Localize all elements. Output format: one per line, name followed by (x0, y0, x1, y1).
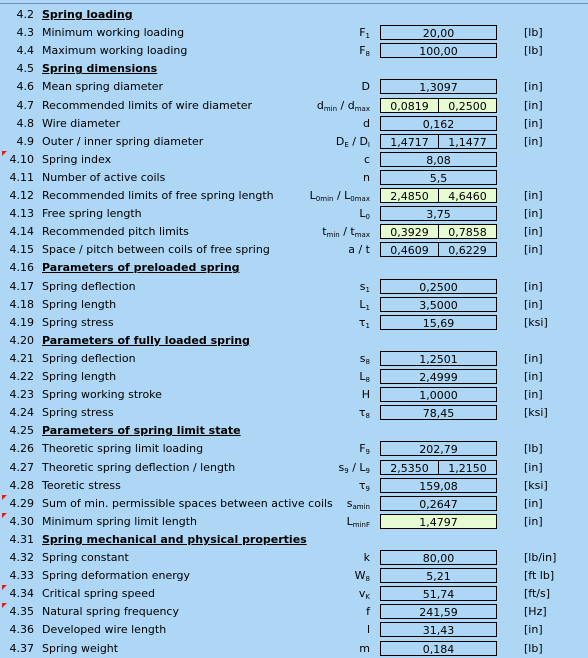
row-number: 4.17 (9, 279, 34, 293)
symbol-subscript: 8 (365, 376, 370, 384)
parameter-label: Recommended limits of wire diameter (42, 98, 253, 112)
parameter-row (0, 603, 588, 621)
value-cell[interactable]: 20,00 (380, 25, 497, 40)
unit-label: [ft/s] (524, 587, 551, 601)
row-number: 4.26 (9, 442, 34, 456)
parameter-symbol (367, 623, 370, 636)
row-number: 4.7 (16, 98, 34, 112)
symbol-main: τ (358, 406, 366, 420)
unit-label: [lb] (524, 44, 543, 58)
value-cell[interactable]: 159,08 (380, 478, 497, 493)
parameter-symbol (359, 298, 370, 312)
unit-label: [in] (524, 243, 543, 257)
parameter-symbol (339, 461, 371, 475)
symbol-main: D (361, 80, 370, 94)
symbol-main: F (359, 44, 366, 58)
parameter-symbol (359, 479, 370, 493)
row-number: 4.21 (9, 351, 34, 365)
symbol-subscript: 8 (365, 50, 370, 59)
row-number: 4.10 (9, 152, 34, 166)
symbol-subscript: 0min (315, 195, 334, 203)
parameter-symbol (322, 225, 370, 239)
unit-label: [in] (524, 370, 543, 383)
parameter-row (0, 386, 588, 404)
value-cell[interactable]: 1,4797 (380, 514, 497, 529)
parameter-label: Spring deformation energy (42, 569, 191, 583)
row-number: 4.22 (9, 370, 34, 383)
symbol-main: k (363, 551, 370, 564)
symbol-main: τ (358, 478, 366, 492)
parameter-symbol (364, 551, 370, 564)
parameter-label: Recommended limits of free spring length (42, 189, 274, 202)
parameter-row (0, 133, 588, 151)
row-number: 4.27 (9, 460, 34, 474)
symbol-subscript: E (344, 140, 349, 149)
value-cell[interactable]: 0,184 (380, 641, 497, 656)
symbol-main: d (316, 98, 324, 112)
row-number: 4.25 (9, 424, 34, 438)
parameter-symbol (360, 352, 370, 366)
parameter-symbol (362, 388, 370, 401)
value-cell[interactable]: 8,08 (380, 152, 497, 167)
row-number: 4.35 (9, 605, 34, 619)
unit-label: [lb] (524, 26, 543, 40)
section-header-row (0, 332, 588, 350)
value-cell[interactable]: 2,4999 (380, 369, 497, 384)
value-cell[interactable]: 31,43 (380, 622, 497, 637)
row-number: 4.31 (9, 532, 34, 546)
parameter-label: Developed wire length (42, 623, 167, 637)
symbol-main: τ (358, 315, 366, 329)
value-cell[interactable]: 80,00 (380, 550, 497, 565)
row-number: 4.14 (9, 225, 34, 239)
parameter-row (0, 350, 588, 368)
parameter-symbol (359, 26, 370, 40)
section-title: Parameters of spring limit state (42, 424, 241, 438)
symbol-second: / L (333, 189, 351, 202)
parameter-symbol (359, 406, 370, 420)
section-title: Spring mechanical and physical properties (42, 532, 307, 546)
unit-label: [in] (524, 351, 543, 365)
symbol-main: d (363, 116, 370, 130)
unit-label: [in] (524, 460, 543, 474)
parameter-label: Free spring length (42, 207, 142, 221)
row-number: 4.30 (9, 514, 34, 528)
value-cell-right[interactable]: 0,7858 (438, 224, 497, 239)
parameter-label: Spring working stroke (42, 388, 162, 402)
value-cell-right[interactable]: 1,2150 (438, 460, 497, 475)
symbol-subscript: 8 (365, 575, 370, 584)
parameter-symbol (359, 44, 370, 58)
value-cell[interactable]: 3,75 (380, 206, 497, 221)
symbol-main: n (363, 170, 370, 184)
row-number: 4.24 (9, 406, 34, 420)
value-cell-left[interactable]: 2,4850 (380, 188, 439, 203)
row-number: 4.33 (9, 569, 34, 583)
row-number: 4.32 (9, 551, 34, 564)
unit-label: [in] (524, 279, 543, 293)
symbol-subscript: 9 (365, 484, 370, 493)
parameter-label: Natural spring frequency (42, 605, 179, 619)
unit-label: [in] (524, 297, 543, 311)
parameter-symbol (360, 280, 370, 294)
symbol-subscript: 9 (365, 448, 370, 457)
unit-label: [ksi] (524, 478, 548, 492)
symbol-main: L (346, 514, 353, 528)
parameter-label: Outer / inner spring diameter (42, 134, 204, 148)
symbol-second: / L (348, 460, 366, 474)
parameter-symbol (347, 497, 370, 511)
row-number: 4.19 (9, 315, 34, 329)
value-cell[interactable]: 15,69 (380, 315, 497, 330)
parameter-row (0, 78, 588, 96)
unit-label: [in] (524, 388, 543, 402)
symbol-main: m (359, 641, 370, 655)
section-header-row (0, 422, 588, 440)
value-cell[interactable]: 5,5 (380, 170, 497, 185)
value-cell[interactable]: 241,59 (380, 604, 497, 619)
parameter-row (0, 585, 588, 603)
parameter-row (0, 278, 588, 296)
parameter-row (0, 151, 588, 169)
value-cell[interactable]: 0,162 (380, 116, 497, 131)
parameter-row (0, 296, 588, 314)
section-header-row (0, 6, 588, 24)
symbol-subscript: 9 (344, 466, 349, 475)
symbol-second-subscript: max (354, 104, 370, 113)
unit-label: [in] (524, 98, 543, 112)
sheet-top-border (0, 0, 588, 4)
symbol-subscript: 8 (365, 357, 370, 366)
row-number: 4.6 (16, 80, 34, 94)
parameter-row (0, 621, 588, 639)
symbol-second-subscript: I (367, 140, 370, 149)
row-number: 4.11 (9, 170, 34, 184)
parameter-row (0, 24, 588, 42)
parameter-label: Spring length (42, 297, 117, 311)
parameter-symbol (336, 135, 370, 149)
value-cell[interactable]: 1,2501 (380, 351, 497, 366)
parameter-row (0, 459, 588, 477)
row-number: 4.13 (9, 207, 34, 221)
unit-label: [in] (524, 116, 543, 130)
section-title: Parameters of fully loaded spring (42, 333, 250, 347)
symbol-main: s (359, 351, 366, 365)
unit-label: [in] (524, 80, 543, 94)
parameter-row (0, 223, 588, 241)
parameter-symbol (359, 370, 370, 384)
symbol-subscript: K (365, 593, 370, 602)
row-number: 4.23 (9, 388, 34, 402)
parameter-row (0, 115, 588, 133)
parameter-label: Spring weight (42, 641, 119, 655)
parameter-row (0, 477, 588, 495)
symbol-subscript: 8 (365, 412, 370, 421)
unit-label: [in] (524, 225, 543, 239)
section-title: Spring loading (42, 8, 133, 21)
value-cell[interactable]: 1,3097 (380, 79, 497, 94)
parameter-label: Number of active coils (42, 170, 166, 184)
parameter-label: Recommended pitch limits (42, 225, 189, 239)
row-number: 4.18 (9, 297, 34, 311)
symbol-main: s (346, 496, 353, 510)
parameter-label: Wire diameter (42, 116, 121, 130)
parameter-row (0, 97, 588, 115)
symbol-subscript: 1 (365, 285, 370, 294)
section-header-row (0, 60, 588, 78)
parameter-label: Spring index (42, 152, 112, 166)
row-number: 4.34 (9, 587, 34, 601)
symbol-second: / D (348, 134, 368, 148)
symbol-main: s (359, 279, 366, 293)
symbol-subscript: minF (352, 520, 370, 529)
row-number: 4.8 (16, 116, 34, 130)
symbol-main: F (359, 26, 366, 40)
parameter-symbol (310, 189, 370, 203)
symbol-main: H (361, 388, 370, 402)
symbol-subscript: 1 (365, 303, 370, 312)
symbol-subscript: 0 (365, 213, 370, 222)
parameter-symbol (348, 243, 370, 256)
symbol-main: f (366, 605, 370, 619)
row-number: 4.12 (9, 189, 34, 202)
value-cell-right[interactable]: 4,6460 (438, 188, 497, 203)
row-number: 4.15 (9, 243, 34, 257)
parameter-label: Spring constant (42, 551, 129, 564)
symbol-second-subscript: 0max (350, 195, 370, 203)
value-cell-left[interactable]: 0,0819 (380, 98, 439, 113)
symbol-second-subscript: max (354, 231, 370, 240)
value-cell[interactable]: 202,79 (380, 441, 497, 456)
unit-label: [in] (524, 134, 543, 148)
row-number: 4.16 (9, 261, 34, 275)
parameter-label: Spring length (42, 370, 117, 383)
parameter-symbol (317, 99, 370, 113)
parameter-row (0, 241, 588, 259)
row-number: 4.3 (16, 26, 34, 40)
value-cell-left[interactable]: 1,4717 (380, 134, 439, 149)
parameter-row (0, 440, 588, 458)
parameter-label: Mean spring diameter (42, 80, 164, 94)
parameter-row (0, 495, 588, 513)
value-cell-right[interactable]: 0,2500 (438, 98, 497, 113)
value-cell[interactable]: 5,21 (380, 568, 497, 583)
symbol-main: a / t (348, 243, 370, 257)
symbol-subscript: amin (352, 502, 370, 511)
parameter-label: Maximum working loading (42, 44, 188, 58)
symbol-second: / t (339, 225, 355, 239)
parameter-label: Spring deflection (42, 279, 136, 293)
parameter-row (0, 640, 588, 658)
unit-label: [lb] (524, 641, 543, 655)
unit-label: [in] (524, 189, 543, 202)
parameter-symbol (359, 587, 370, 601)
value-cell[interactable]: 51,74 (380, 586, 497, 601)
parameter-row (0, 368, 588, 386)
value-cell-left[interactable]: 2,5350 (380, 460, 439, 475)
row-number: 4.4 (16, 44, 34, 58)
section-title: Spring dimensions (42, 62, 158, 76)
symbol-main: L (309, 189, 316, 202)
parameter-row (0, 187, 588, 205)
unit-label: [in] (524, 623, 543, 637)
parameter-symbol (363, 117, 370, 130)
unit-label: [in] (524, 207, 543, 221)
parameter-label: Theoretic spring deflection / length (42, 460, 236, 474)
row-number: 4.29 (9, 496, 34, 510)
symbol-second-subscript: 9 (365, 466, 370, 475)
symbol-second: / d (337, 98, 355, 112)
symbol-subscript: min (323, 104, 338, 113)
unit-label: [ksi] (524, 406, 548, 420)
symbol-subscript: 1 (365, 321, 370, 330)
symbol-main: W (354, 569, 366, 583)
parameter-symbol (359, 316, 370, 330)
parameter-label: Spring deflection (42, 351, 136, 365)
parameter-symbol (359, 207, 370, 221)
unit-label: [in] (524, 514, 543, 528)
row-number: 4.36 (9, 623, 34, 637)
unit-label: [lb/in] (524, 551, 557, 564)
parameter-symbol (366, 605, 370, 618)
parameter-symbol (359, 642, 370, 655)
unit-label: [Hz] (524, 605, 547, 619)
symbol-main: D (335, 134, 345, 148)
symbol-subscript: min (326, 231, 340, 240)
parameter-label: Sum of min. permissible spaces between active coils (42, 496, 333, 510)
symbol-main: L (359, 370, 366, 383)
parameter-row (0, 404, 588, 422)
value-cell-left[interactable]: 0,3929 (380, 224, 439, 239)
section-title: Parameters of preloaded spring (42, 261, 240, 275)
parameter-label: Spring stress (42, 406, 114, 420)
section-header-row (0, 531, 588, 549)
parameter-symbol (364, 153, 370, 166)
unit-label: [lb] (524, 442, 543, 456)
parameter-row (0, 42, 588, 60)
parameter-symbol (347, 515, 370, 529)
parameter-label: Theoretic spring limit loading (42, 442, 204, 456)
parameter-label: Critical spring speed (42, 587, 155, 601)
parameter-row (0, 205, 588, 223)
value-cell[interactable]: 78,45 (380, 405, 497, 420)
symbol-main: l (366, 623, 370, 637)
value-cell[interactable]: 0,2500 (380, 279, 497, 294)
parameter-label: Space / pitch between coils of free spring (42, 243, 270, 257)
parameter-label: Teoretic stress (42, 478, 121, 492)
parameter-label: Spring stress (42, 315, 114, 329)
symbol-main: c (363, 152, 370, 166)
parameter-row (0, 314, 588, 332)
symbol-main: t (322, 225, 327, 239)
parameter-label: Minimum spring limit length (42, 514, 197, 528)
parameter-row (0, 549, 588, 567)
parameter-symbol (362, 80, 370, 93)
symbol-main: F (359, 442, 366, 456)
row-number: 4.37 (9, 641, 34, 655)
value-cell[interactable]: 1,0000 (380, 387, 497, 402)
value-cell-right[interactable]: 0,6229 (438, 242, 497, 257)
parameter-symbol (363, 171, 370, 184)
row-number: 4.20 (9, 333, 34, 347)
symbol-subscript: 1 (365, 32, 370, 41)
parameter-symbol (359, 442, 370, 456)
value-cell[interactable]: 100,00 (380, 43, 497, 58)
parameter-row (0, 567, 588, 585)
section-header-row (0, 259, 588, 277)
unit-label: [ft lb] (524, 569, 555, 583)
symbol-main: L (359, 207, 366, 221)
unit-label: [ksi] (524, 315, 548, 329)
unit-label: [in] (524, 496, 543, 510)
row-number: 4.9 (16, 134, 34, 148)
value-cell[interactable]: 3,5000 (380, 297, 497, 312)
parameter-label: Minimum working loading (42, 26, 185, 40)
parameter-row (0, 513, 588, 531)
parameter-symbol (355, 569, 370, 583)
symbol-main: L (359, 297, 366, 311)
value-cell-left[interactable]: 0,4609 (380, 242, 439, 257)
row-number: 4.28 (9, 478, 34, 492)
value-cell[interactable]: 0,2647 (380, 496, 497, 511)
row-number: 4.5 (16, 62, 34, 76)
row-number: 4.2 (16, 8, 34, 21)
value-cell-right[interactable]: 1,1477 (438, 134, 497, 149)
parameter-row (0, 169, 588, 187)
symbol-main: v (358, 587, 366, 601)
symbol-main: s (338, 460, 345, 474)
